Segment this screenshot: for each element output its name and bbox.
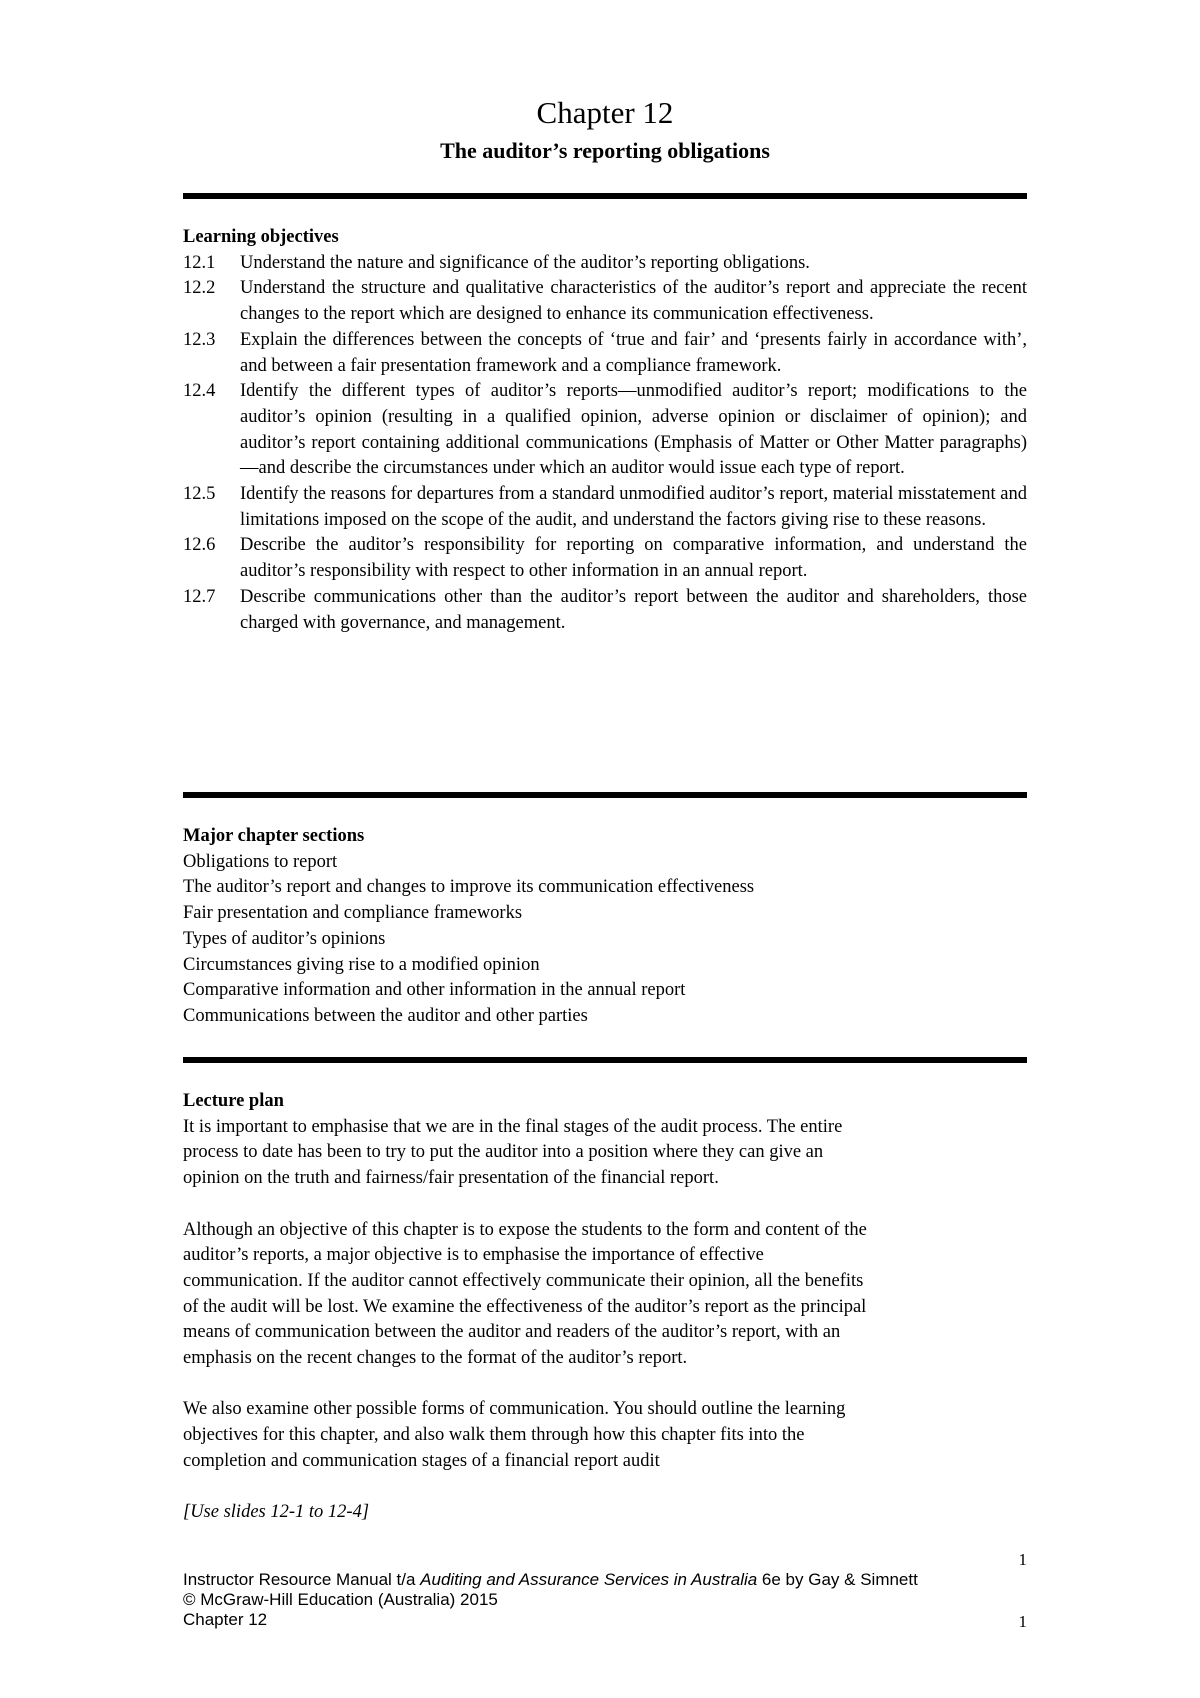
section-divider — [183, 1057, 1027, 1063]
page-number: 1 — [1018, 1550, 1027, 1569]
footer-copyright: © McGraw-Hill Education (Australia) 2015 — [183, 1590, 498, 1609]
objective-text: Identify the different types of auditor’s reports—unmodified auditor’s report; modifications to the auditor’s opinion (resulting in a qualified opinion, adverse opinion or disclaimer of opinion); and auditor’s report containing additional communications (Emphasis of Matter or Other Matter paragraphs)—and describe the circumstances under which an auditor would issue each type of report. — [240, 381, 1027, 479]
major-section-item: Circumstances giving rise to a modified opinion — [183, 954, 540, 975]
paragraph-line: of the audit will be lost. We examine the effectiveness of the auditor’s report as the principal — [183, 1296, 867, 1317]
learning-objectives-heading: Learning objectives — [183, 227, 339, 247]
footer-suffix: 6e by Gay & Simnett — [757, 1570, 918, 1589]
paragraph-line: emphasis on the recent changes to the format of the auditor’s report. — [183, 1348, 688, 1369]
objective-item — [183, 585, 1027, 636]
objective-number: 12.3 — [183, 329, 216, 350]
major-section-item: Obligations to report — [183, 851, 338, 872]
major-section-item: Communications between the auditor and other parties — [183, 1005, 588, 1026]
objective-item — [183, 533, 1027, 584]
lecture-plan-paragraph — [183, 1115, 1027, 1192]
paragraph-line: It is important to emphasise that we are in the final stages of the audit process. The entire — [183, 1116, 843, 1137]
footer-prefix: Instructor Resource Manual t/a — [183, 1570, 421, 1589]
objective-text: Describe the auditor’s responsibility for reporting on comparative information, and understand the auditor’s responsibility with respect to other information in an annual report. — [240, 535, 1027, 582]
lecture-plan-section — [183, 1089, 1027, 1526]
paragraph-line: opinion on the truth and fairness/fair presentation of the financial report. — [183, 1168, 719, 1189]
paragraph-line: completion and communication stages of a financial report audit — [183, 1450, 660, 1471]
section-divider — [183, 193, 1027, 199]
chapter-subtitle: The auditor’s reporting obligations — [440, 138, 770, 163]
major-section-item: The auditor’s report and changes to improve its communication effectiveness — [183, 877, 755, 898]
section-divider — [183, 792, 1027, 798]
footer-attribution — [183, 1570, 1027, 1590]
objective-text: Describe communications other than the auditor’s report between the auditor and shareholders, those charged with governance, and management. — [240, 586, 1027, 633]
objective-number: 12.7 — [183, 586, 216, 607]
paragraph-line: process to date has been to try to put the auditor into a position where they can give an — [183, 1142, 824, 1163]
footer-page-number: 1 — [1018, 1612, 1027, 1631]
objective-text: Understand the structure and qualitative characteristics of the auditor’s report and appreciate the recent changes to the report which are designed to enhance its communication effectiveness. — [240, 278, 1027, 325]
objective-number: 12.5 — [183, 484, 216, 505]
objective-item — [183, 276, 1027, 327]
learning-objectives-section — [183, 225, 1027, 636]
lecture-plan-paragraph — [183, 1397, 1027, 1474]
paragraph-line: communication. If the auditor cannot effectively communicate their opinion, all the benefits — [183, 1270, 864, 1291]
major-sections-heading: Major chapter sections — [183, 826, 365, 846]
paragraph-line: means of communication between the auditor and readers of the auditor’s report, with an — [183, 1322, 841, 1343]
objective-text: Understand the nature and significance of the auditor’s reporting obligations. — [240, 252, 810, 273]
objective-item — [183, 482, 1027, 533]
objective-number: 12.6 — [183, 535, 216, 556]
major-section-item: Comparative information and other information in the annual report — [183, 980, 686, 1001]
objective-text: Explain the differences between the concepts of ‘true and fair’ and ‘presents fairly in accordance with’, and between a fair presentation framework and a compliance framework. — [240, 329, 1027, 376]
objective-number: 12.4 — [183, 381, 216, 402]
objective-text: Identify the reasons for departures from a standard unmodified auditor’s report, material misstatement and limitations imposed on the scope of the audit, and understand the factors giving rise to these reasons. — [240, 484, 1027, 530]
objective-number: 12.1 — [183, 252, 216, 273]
major-section-item: Fair presentation and compliance frameworks — [183, 903, 523, 924]
major-sections-section — [183, 824, 1027, 1030]
footer-chapter: Chapter 12 — [183, 1610, 268, 1629]
objective-number: 12.2 — [183, 278, 216, 299]
lecture-plan-paragraph — [183, 1218, 1027, 1372]
major-section-item: Types of auditor’s opinions — [183, 928, 386, 949]
paragraph-line: auditor’s reports, a major objective is to emphasise the importance of effective — [183, 1245, 764, 1266]
paragraph-line: We also examine other possible forms of communication. You should outline the learning — [183, 1399, 846, 1420]
objective-item — [183, 379, 1027, 482]
paragraph-line: objectives for this chapter, and also walk them through how this chapter fits into the — [183, 1425, 805, 1446]
page-footer — [183, 1570, 1027, 1630]
slides-note: [Use slides 12-1 to 12-4] — [183, 1502, 370, 1523]
objective-item — [183, 328, 1027, 379]
lecture-plan-heading: Lecture plan — [183, 1091, 284, 1111]
paragraph-line: Although an objective of this chapter is to expose the students to the form and content of the — [183, 1219, 867, 1240]
book-title: Auditing and Assurance Services in Australia — [420, 1570, 758, 1589]
objective-item — [183, 251, 1027, 277]
chapter-title: Chapter 12 — [536, 95, 674, 130]
